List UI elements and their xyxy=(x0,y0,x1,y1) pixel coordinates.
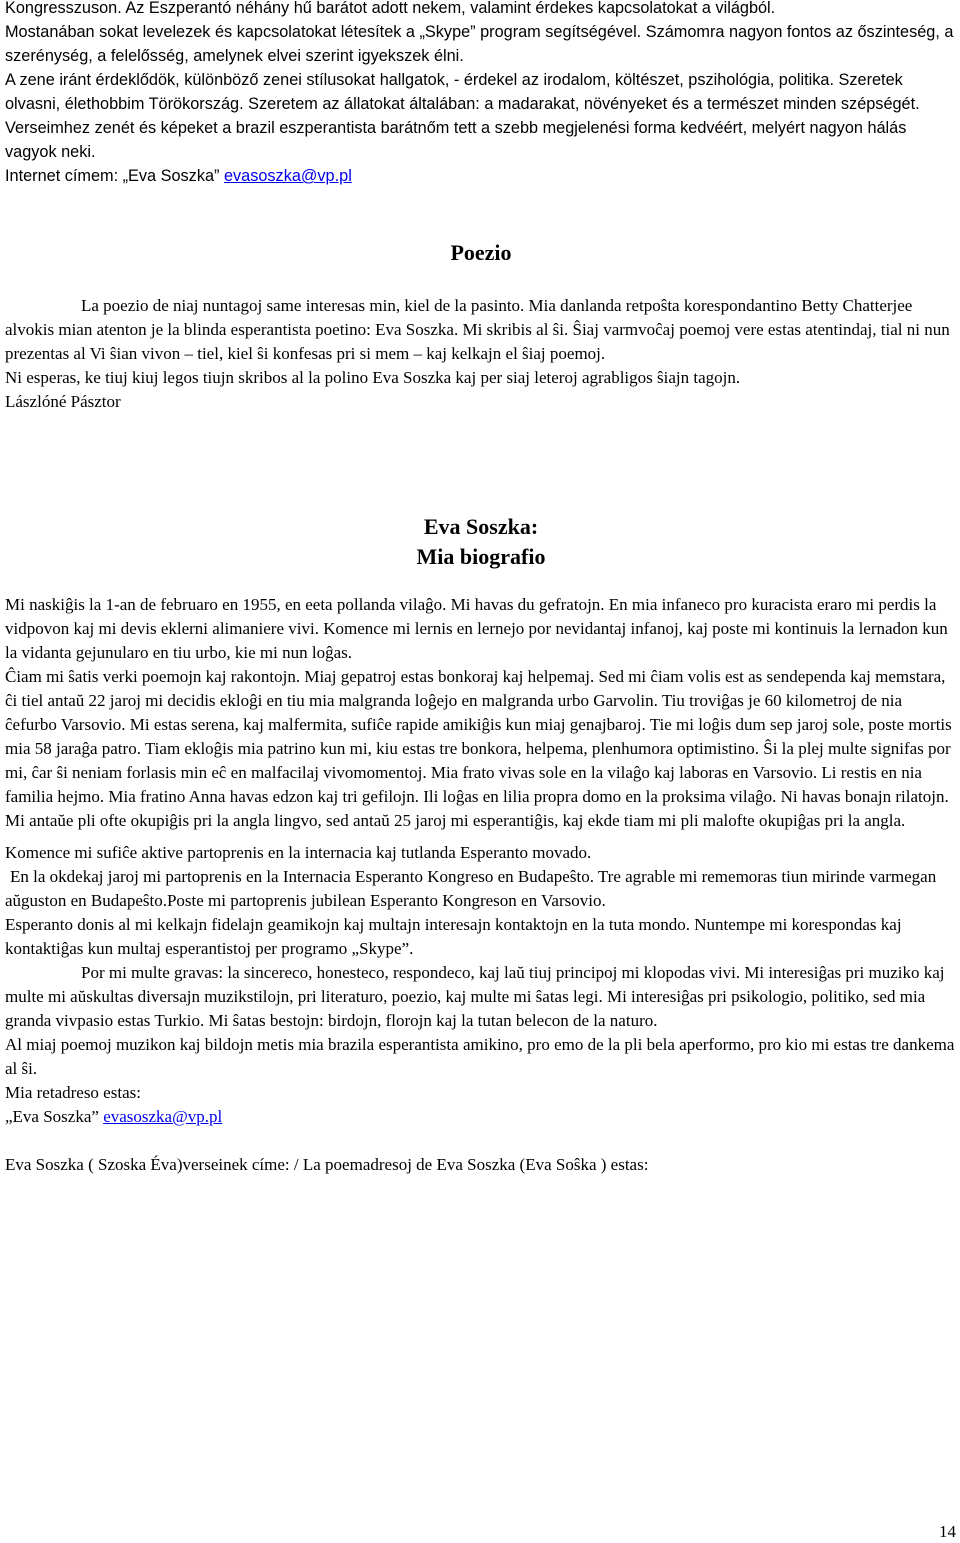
bio-contact-name: „Eva Soszka” xyxy=(5,1107,104,1126)
bio-contact xyxy=(5,1105,957,1129)
intro-contact-label: Internet címem: „Eva Soszka” xyxy=(5,167,224,185)
poezio-section xyxy=(5,294,957,414)
intro-email-link[interactable]: evasoszka@vp.pl xyxy=(223,167,352,185)
intro-line-2: Mostanában sokat levelezek és kapcsolatokat létesítek a „Skype” program segítségével. Számomra nagyon fontos az őszinteség, a szerénység, a felelősség, amelynek elvei szerint igyekszek élni. xyxy=(5,23,954,65)
bio-paragraph-4: En la okdekaj jaroj mi partoprenis en la Internacia Esperanto Kongreso en Budapeŝto. Tre agrable mi rememoras tiun mirinde varmegan aŭguston en Budapeŝto.Poste mi partoprenis jubilean Esperanto Kongreson en Varsovio. xyxy=(5,867,937,910)
poems-line: Eva Soszka ( Szoska Éva)verseinek címe: / La poemadresoj de Eva Soszka (Eva Soŝka ) estas: xyxy=(5,1155,649,1174)
bio-paragraph-3: Komence mi sufiĉe aktive partoprenis en la internacia kaj tutlanda Esperanto movado. xyxy=(5,843,592,862)
biography-heading xyxy=(5,512,957,572)
intro-line-1: Kongresszuson. Az Eszperantó néhány hű barátot adott nekem, valamint érdekes kapcsolatokat a világból. xyxy=(5,0,776,17)
bio-paragraph-8: Mia retadreso estas: xyxy=(5,1083,141,1102)
bio-paragraph-7: Al miaj poemoj muzikon kaj bildojn metis mia brazila esperantista amikino, pro emo de la pli bela aperformo, pro kio mi estas tre dankema al ŝi. xyxy=(5,1035,955,1078)
intro-contact xyxy=(5,164,957,188)
biography-title: Mia biografio xyxy=(416,544,546,569)
intro-line-3: A zene iránt érdeklődök, különböző zenei stílusokat hallgatok, - érdekel az irodalom, költészet, pszihológia, politika. Szeretek olvasni, élethobbim Törökország. Szeretem az állatokat általában: a madarakat, növényeket és a természet minden szépségét. xyxy=(5,71,920,113)
poezio-paragraph-1: La poezio de niaj nuntagoj same interesas min, kiel de la pasinto. Mia danlanda retpoŝta korespondantino Betty Chatterjee alvokis mian atenton je la blinda esperantista poetino: Eva Soszka. Mi skribis al ŝi. Ŝiaj varmvoĉaj poemoj vere estas atentindaj, tial ni nun prezentas al Vi ŝian vivon – tiel, kiel ŝi konfesas pri si mem – kaj kelkajn el ŝiaj poemoj. xyxy=(5,296,950,363)
page-number: 14 xyxy=(939,1522,956,1541)
bio-email-link[interactable]: evasoszka@vp.pl xyxy=(103,1107,223,1126)
intro-line-4: Verseimhez zenét és képeket a brazil eszperantista barátnőm tett a szebb megjelenési forma kedvéért, melyért nagyon hálás vagyok neki. xyxy=(5,119,907,161)
bio-paragraph-2: Ĉiam mi ŝatis verki poemojn kaj rakontojn. Miaj gepatroj estas bonkoraj kaj helpemaj. Sed mi ĉiam volis est as sendependa kaj memstara, ĉi tiel antaŭ 22 jaroj mi decidis ekloĝi en tiu mia malgranda loĝejo en malgranda urbo Garvolin. Tiu troviĝas je 60 kilometroj de nia ĉefurbo Varsovio. Mi estas serena, kaj malfermita, sufiĉe rapide amikiĝis kun miaj genajbaroj. Tie mi loĝis dum sep jaroj sole, poste mortis mia 58 jaraĝa patro. Tiam ekloĝis mia patrino kun mi, kiu estas tre bonkora, helpema, plenhumora optimistino. Ŝi la plej multe signifas por mi, ĉar ŝi neniam forlasis min eĉ en malfacilaj vivomomentoj. Mia frato vivas sole en la vilaĝo kaj laboras en Varsovio. Li restis en nia familia hejmo. Mia fratino Anna havas edzon kaj tri gefilojn. Ili loĝas en lilia propra domo en la proksima vilaĝo. Ni havas bonajn rilatojn. Mi antaŭe pli ofte okupiĝis pri la angla lingvo, sed antaŭ 25 jaroj mi esperantiĝis, kaj ekde tiam mi pli malofte okupiĝas pri la angla. xyxy=(5,667,952,830)
bio-paragraph-1: Mi naskiĝis la 1-an de februaro en 1955, en eeta pollanda vilaĝo. Mi havas du gefratojn. En mia infaneco pro kuracista eraro mi perdis la vidpovon kaj mi devis eklerni alimaniere vivi. Komence mi lernis en lernejo por nevidantaj infanoj, kaj poste mi kontinuis la lernadon kun la vidanta gejunularo en tiu urbo, kie mi nun loĝas. xyxy=(5,595,948,662)
poezio-paragraph-2: Ni esperas, ke tiuj kiuj legos tiujn skribos al la polino Eva Soszka kaj per siaj leteroj agrabligos ŝiajn tagojn. xyxy=(5,368,741,387)
bio-paragraph-6: Por mi multe gravas: la sincereco, honesteco, respondeco, kaj laŭ tiuj principoj mi klopodas vivi. Mi interesiĝas pri muziko kaj multe mi aŭskultas diversajn muzikstilojn, pri literaturo, poezio, kaj multe mi ŝatas legi. Mi interesiĝas pri psikologio, politiko, sed mia granda vivpasio estas Turkio. Mi ŝatas bestojn: birdojn, florojn kaj la tutan belecon de la naturo. xyxy=(5,963,945,1030)
bio-paragraph-5: Esperanto donis al mi kelkajn fidelajn geamikojn kaj multajn interesajn kontaktojn en la tuta mondo. Nuntempe mi korespondas kaj kontaktiĝas kun multaj esperantistoj per programo „Skype”. xyxy=(5,915,902,958)
poezio-heading: Poezio xyxy=(450,240,512,265)
hungarian-intro xyxy=(5,0,957,188)
poezio-signature: Lászlóné Pásztor xyxy=(5,392,121,411)
biography-body xyxy=(5,593,957,1177)
biography-title-name: Eva Soszka: xyxy=(423,514,539,539)
